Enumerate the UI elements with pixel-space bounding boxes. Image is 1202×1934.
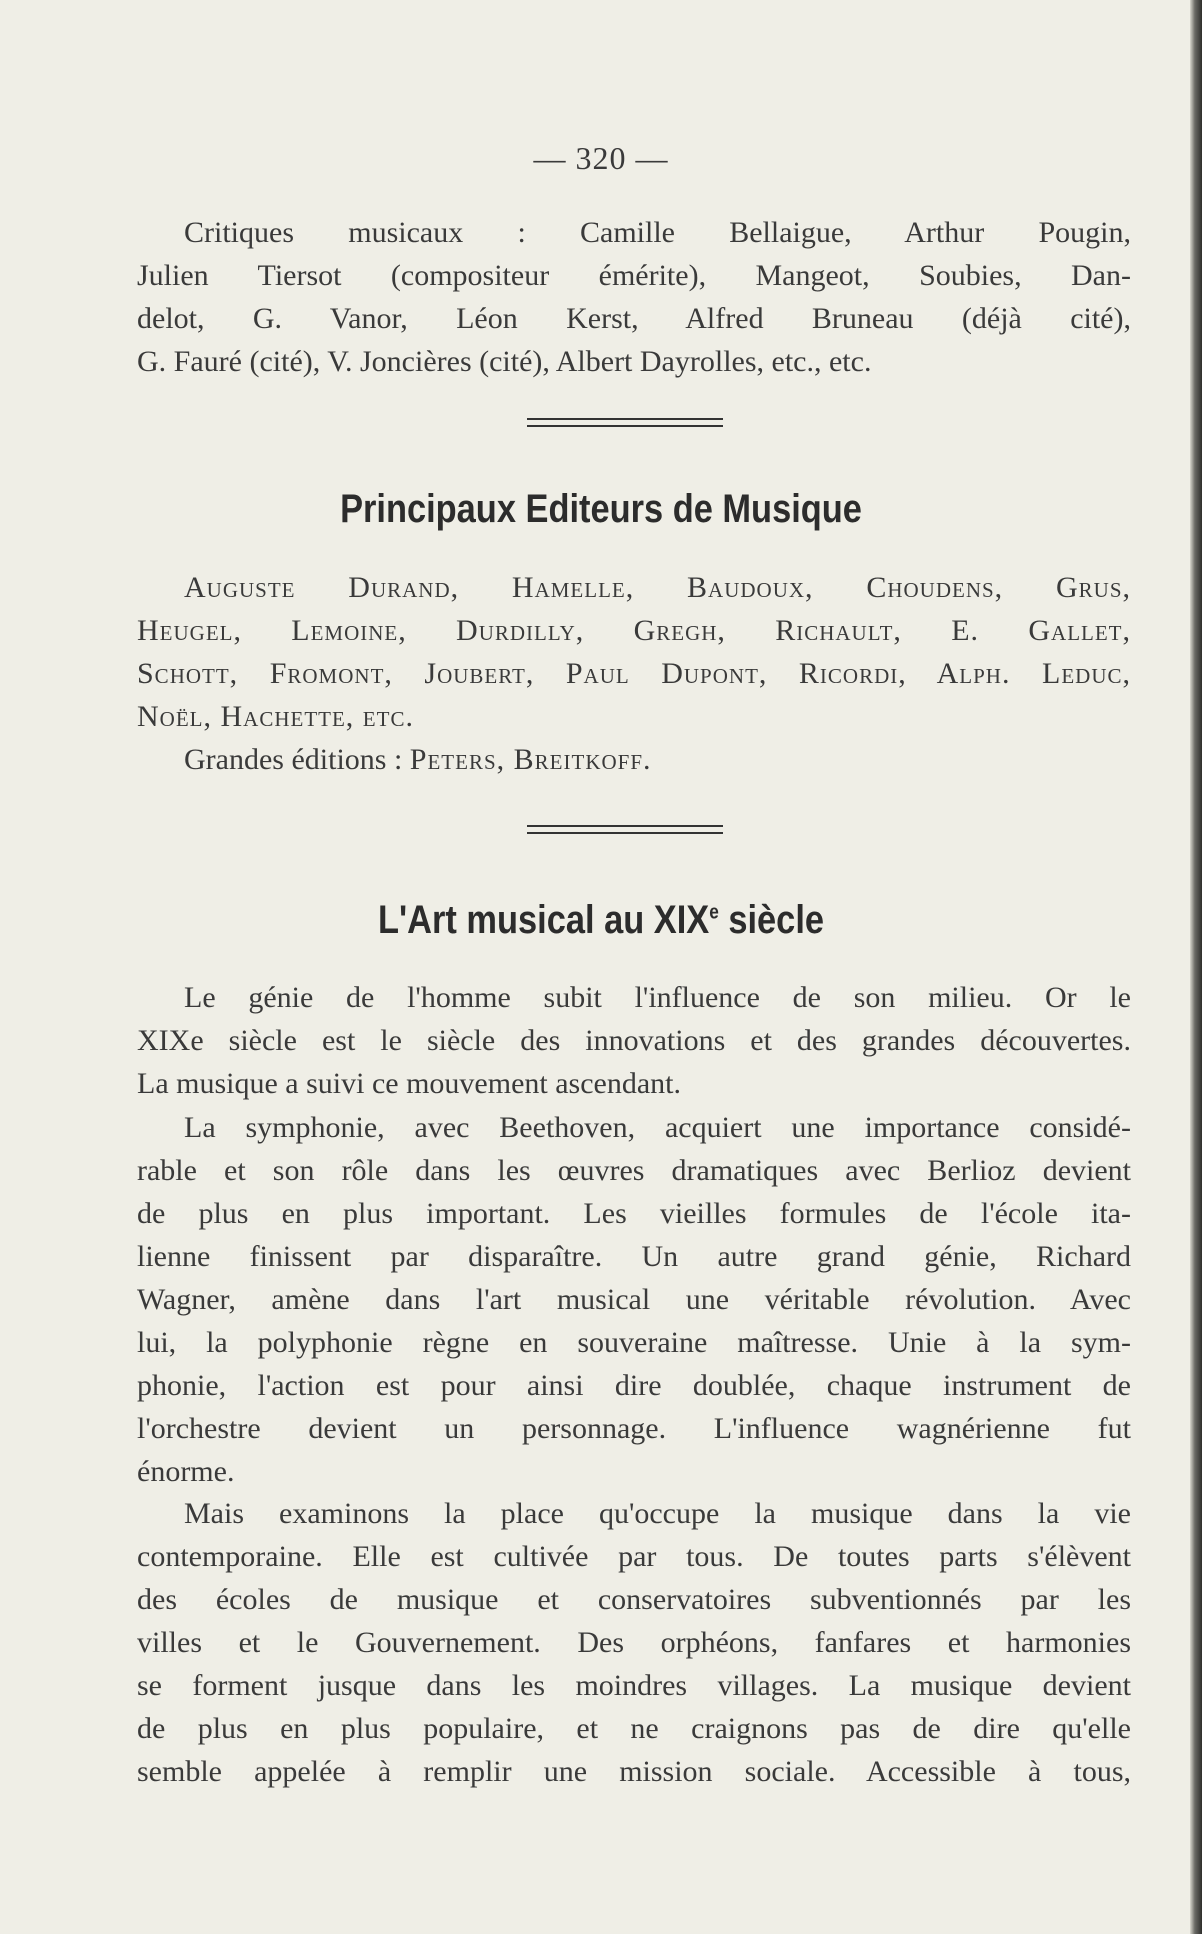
- text-line: des écoles de musique et conservatoires subventionnés par les: [137, 1583, 1131, 1616]
- text-line: delot, G. Vanor, Léon Kerst, Alfred Bruneau (déjà cité),: [137, 302, 1131, 335]
- text-line: La symphonie, avec Beethoven, acquiert une importance considé-: [184, 1111, 1131, 1144]
- grandes-editions-line: [137, 738, 1131, 781]
- paragraph-2: [137, 1106, 1131, 1493]
- text-line: [137, 738, 1131, 781]
- text-line: Heugel, Lemoine, Durdilly, Gregh, Richault, E. Gallet,: [137, 614, 1131, 647]
- page-edge-shadow: [1190, 0, 1202, 1934]
- section-divider: [527, 825, 723, 834]
- critiques-paragraph: [137, 211, 1131, 383]
- title-sup: e: [709, 901, 719, 924]
- text-line: XIXe siècle est le siècle des innovations et des grandes découvertes.: [137, 1024, 1131, 1057]
- section-divider: [527, 418, 723, 427]
- text-line: La musique a suivi ce mouvement ascendant.: [137, 1067, 681, 1100]
- grandes-editions-label: Grandes éditions :: [184, 743, 410, 776]
- paragraph-1: [137, 976, 1131, 1105]
- text-line: semble appelée à remplir une mission sociale. Accessible à tous,: [137, 1755, 1131, 1788]
- title-end: siècle: [718, 898, 825, 942]
- text-line: Le génie de l'homme subit l'influence de son milieu. Or le: [184, 981, 1131, 1014]
- section-title-art-musical: [84, 898, 1118, 943]
- text-line: Mais examinons la place qu'occupe la musique dans la vie: [184, 1497, 1131, 1530]
- text-line: rable et son rôle dans les œuvres dramatiques avec Berlioz devient: [137, 1154, 1131, 1187]
- text-line: Wagner, amène dans l'art musical une véritable révolution. Avec: [137, 1283, 1131, 1316]
- text-line: contemporaine. Elle est cultivée par tous. De toutes parts s'élèvent: [137, 1540, 1131, 1573]
- text-line: l'orchestre devient un personnage. L'influence wagnérienne fut: [137, 1412, 1131, 1445]
- text-line: lui, la polyphonie règne en souveraine maîtresse. Unie à la sym-: [137, 1326, 1131, 1359]
- title-main: L'Art musical au XIX: [377, 898, 710, 942]
- text-line: lienne finissent par disparaître. Un autre grand génie, Richard: [137, 1240, 1131, 1273]
- text-line: Critiques musicaux : Camille Bellaigue, Arthur Pougin,: [184, 216, 1131, 249]
- text-line: de plus en plus populaire, et ne craignons pas de dire qu'elle: [137, 1712, 1131, 1745]
- editeurs-paragraph: [137, 566, 1131, 738]
- text-line: G. Fauré (cité), V. Joncières (cité), Albert Dayrolles, etc., etc.: [137, 345, 872, 378]
- page-number: — 320 —: [533, 140, 669, 176]
- text-line: Julien Tiersot (compositeur émérite), Mangeot, Soubies, Dan-: [137, 259, 1131, 292]
- text-line: Schott, Fromont, Joubert, Paul Dupont, Ricordi, Alph. Leduc,: [137, 657, 1131, 690]
- grandes-editions-value: Peters, Breitkoff.: [409, 743, 652, 776]
- paragraph-3: [137, 1492, 1131, 1793]
- section-title-editeurs: Principaux Editeurs de Musique: [340, 487, 862, 531]
- text-line: Noël, Hachette, etc.: [137, 700, 414, 733]
- text-line: se forment jusque dans les moindres villages. La musique devient: [137, 1669, 1131, 1702]
- text-line: énorme.: [137, 1455, 235, 1488]
- text-line: Auguste Durand, Hamelle, Baudoux, Choudens, Grus,: [184, 571, 1131, 604]
- text-line: phonie, l'action est pour ainsi dire doublée, chaque instrument de: [137, 1369, 1131, 1402]
- text-line: de plus en plus important. Les vieilles formules de l'école ita-: [137, 1197, 1131, 1230]
- text-line: villes et le Gouvernement. Des orphéons, fanfares et harmonies: [137, 1626, 1131, 1659]
